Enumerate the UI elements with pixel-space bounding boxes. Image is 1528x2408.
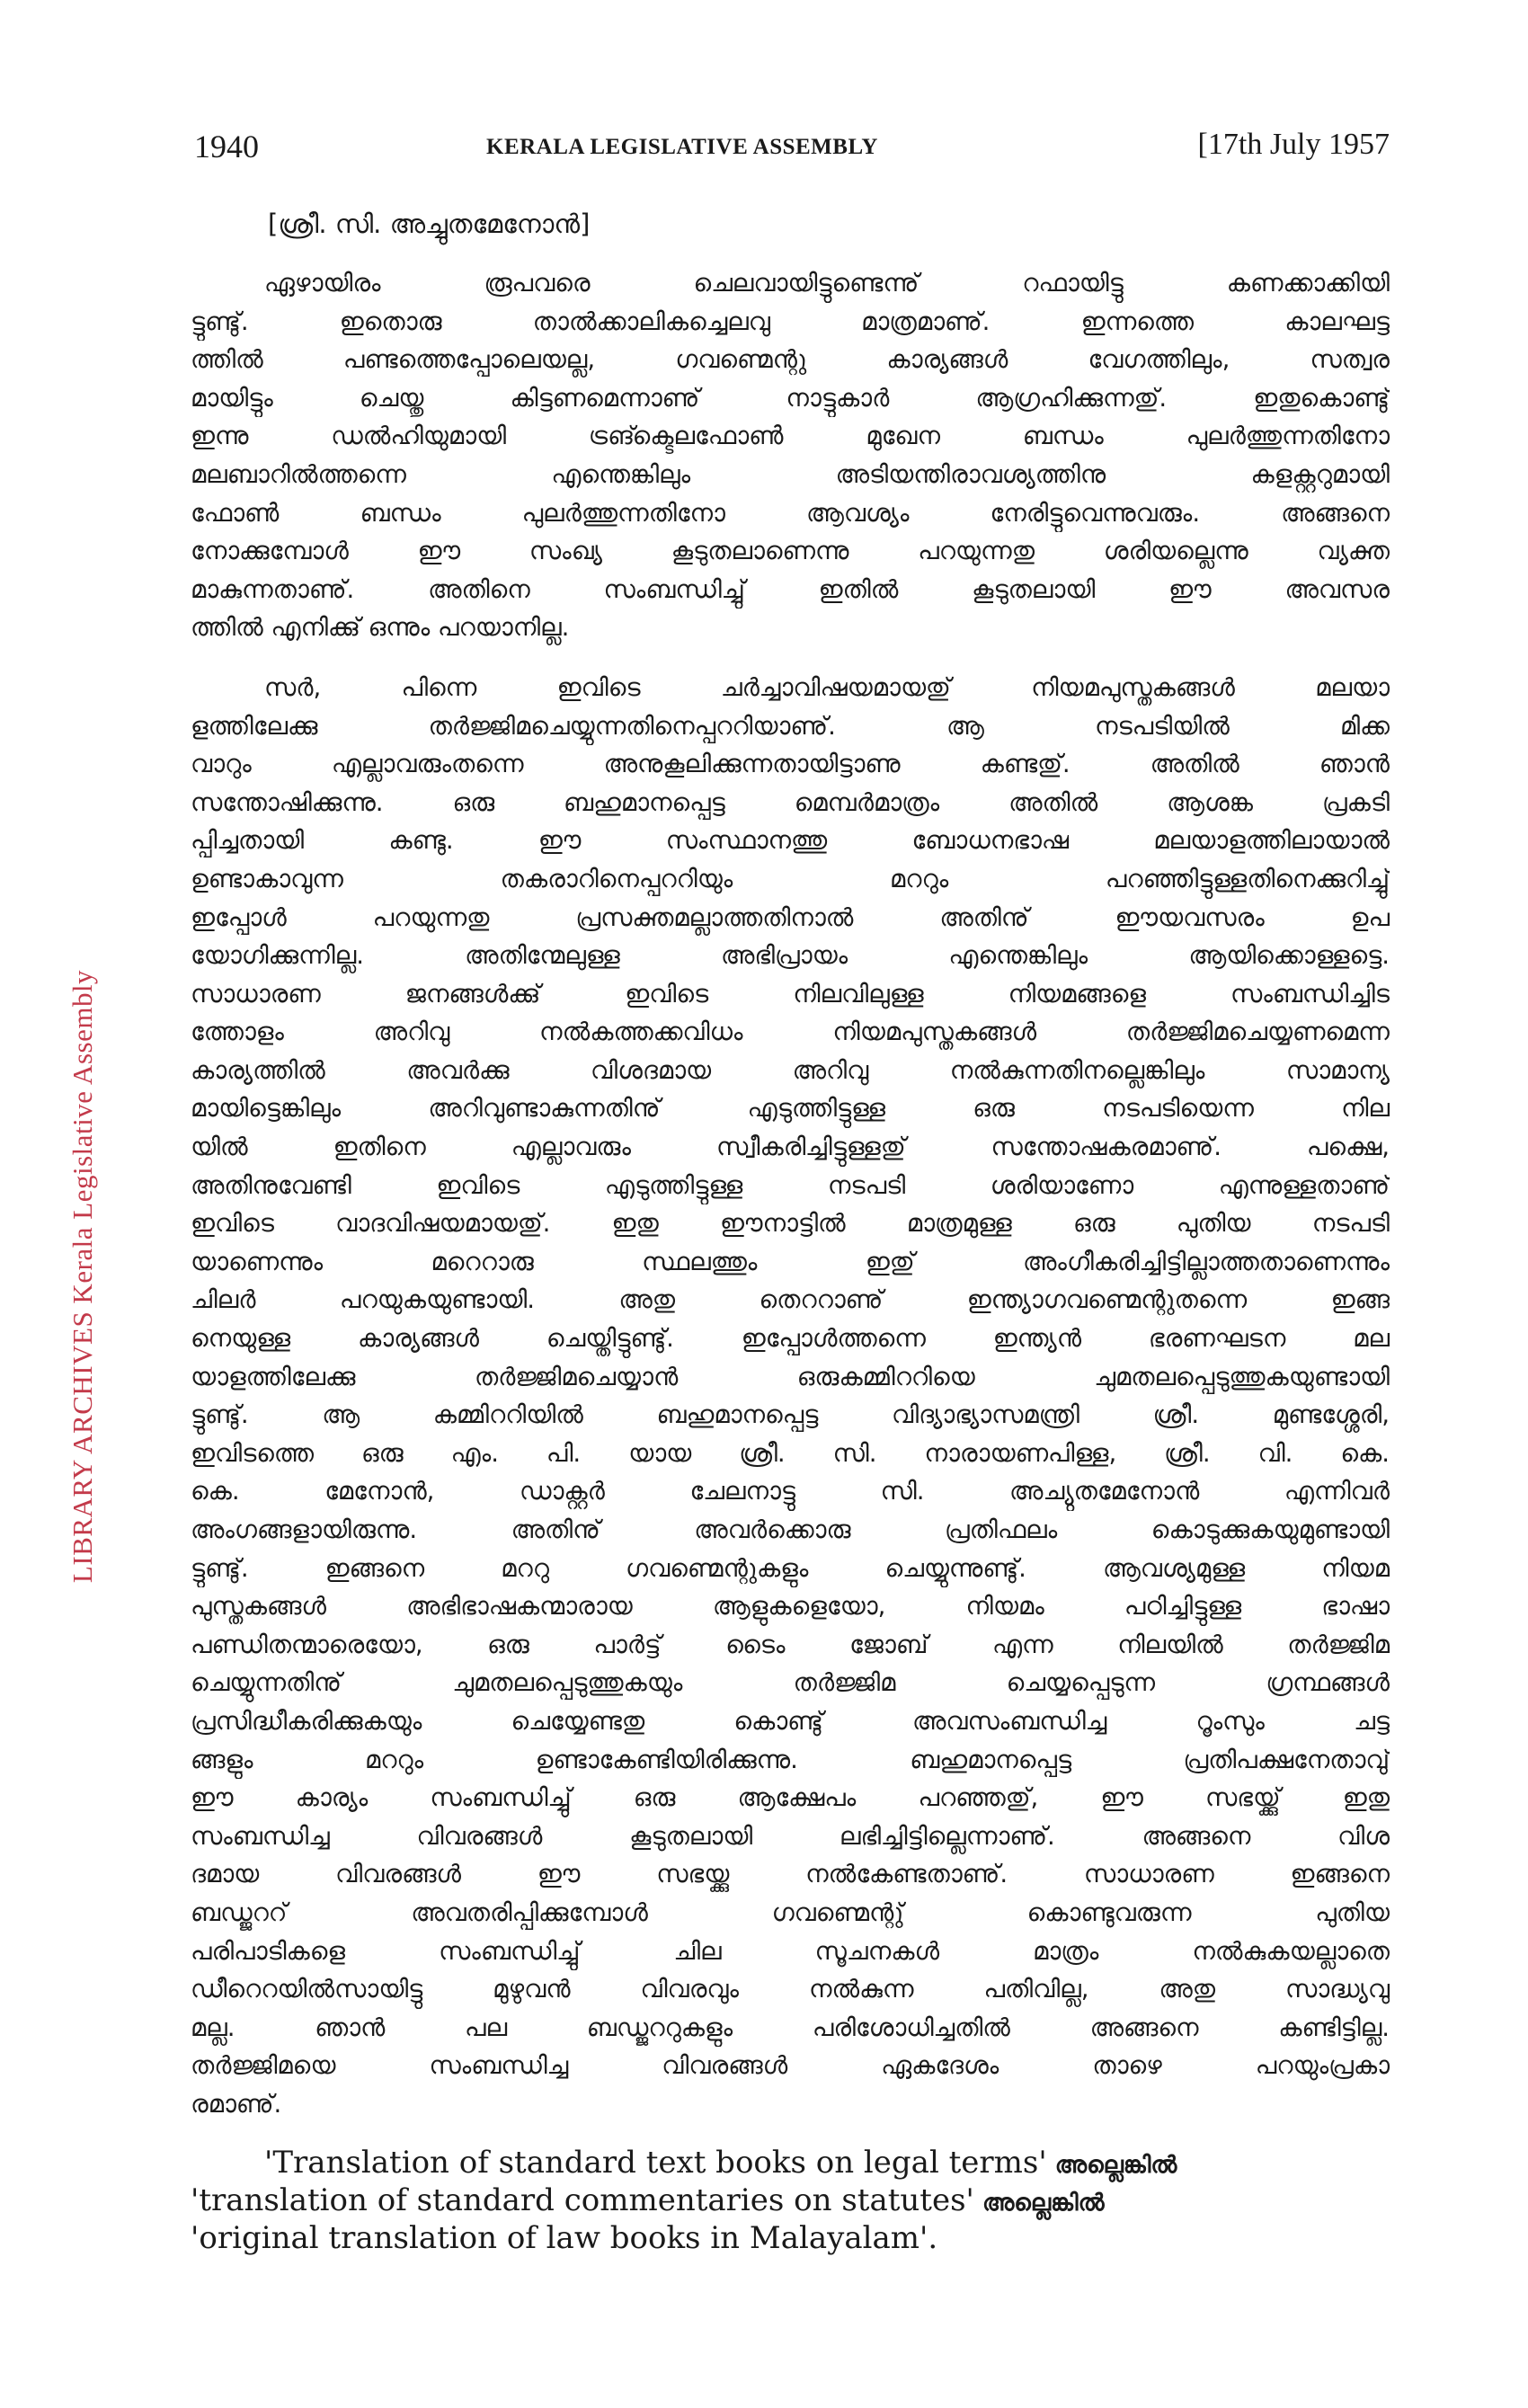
paragraph-2 bbox=[191, 669, 1390, 2124]
text-line: ഏഴായിരം രൂപവരെ ചെലവായിട്ടുണ്ടെന്നു് റഫായിട്ടു കണക്കാക്കിയി bbox=[264, 269, 1390, 298]
text-line: തർജ്ജിമയെ സംബന്ധിച്ച വിവരങ്ങൾ ഏകദേശം താഴെ പറയുംപ്രകാ bbox=[191, 2051, 1390, 2081]
text-line: ട്ടുണ്ടു്. ആ കമ്മിററിയിൽ ബഹുമാനപ്പെട്ട വിദ്യാഭ്യാസമന്ത്രി ശ്രീ. മുണ്ടശ്ശേരി, bbox=[191, 1400, 1390, 1430]
paragraph-gap bbox=[191, 647, 1390, 669]
text-line: സന്തോഷിക്കുന്നു. ഒരു ബഹുമാനപ്പെട്ട മെമ്പർമാത്രം അതിൽ ആശങ്ക പ്രകടി bbox=[191, 787, 1390, 817]
text-line: ഡീറെറയിൽസായിട്ടു മുഴുവൻ വിവരവും നൽകുന്ന പതിവില്ല, അതു സാദ്ധ്യവു bbox=[191, 1975, 1390, 2004]
text-line: സാധാരണ ജനങ്ങൾക്കു് ഇവിടെ നിലവിലുള്ള നിയമങ്ങളെ സംബന്ധിച്ചിട bbox=[191, 979, 1390, 1009]
text-line: യാളത്തിലേക്കു തർജ്ജിമചെയ്യാൻ ഒരുകമ്മിററിയെ ചുമതലപ്പെടുത്തുകയുണ്ടായി bbox=[191, 1362, 1390, 1391]
text-line: ഇവിടത്തെ ഒരു എം. പി. യായ ശ്രീ. സി. നാരായണപിള്ള, ശ്രീ. വി. കെ. bbox=[191, 1438, 1390, 1468]
text-line: ഫോൺ ബന്ധം പുലർത്തുന്നതിനോ ആവശ്യം നേരിട്ടുവെന്നുവരും. അങ്ങനെ bbox=[191, 498, 1390, 528]
text-line: യാണെന്നും മറെറാരു സ്ഥലത്തും ഇതു് അംഗീകരിച്ചിട്ടില്ലാത്തതാണെന്നും bbox=[191, 1247, 1390, 1276]
text-line: ത്തോളം അറിവു നൽകത്തക്കവിധം നിയമപുസ്തകങ്ങൾ തർജ്ജിമചെയ്യണമെന്ന bbox=[191, 1017, 1390, 1047]
speaker-name: [ശ്രീ. സി. അച്ചുതമേനോൻ] bbox=[268, 209, 591, 239]
text-line: ട്ടുണ്ടു്. ഇങ്ങനെ മററു ഗവണ്മെന്റുകളും ചെയ്യുന്നുണ്ടു്. ആവശ്യമുള്ള നിയമ bbox=[191, 1553, 1390, 1583]
text-line: സർ, പിന്നെ ഇവിടെ ചർച്ചാവിഷയമായതു് നിയമപുസ്തകങ്ങൾ മലയാ bbox=[264, 672, 1390, 702]
document-body bbox=[191, 264, 1390, 2124]
text-line: ചിലർ പറയുകയുണ്ടായി. അതു തെററാണു് ഇന്ത്യാഗവണ്മെന്റുതന്നെ ഇങ്ങ bbox=[191, 1285, 1390, 1315]
text-line: നെയുള്ള കാര്യങ്ങൾ ചെയ്തിട്ടുണ്ടു്. ഇപ്പോൾത്തന്നെ ഇന്ത്യൻ ഭരണഘടന മല bbox=[191, 1324, 1390, 1354]
text-line: പ്പിച്ചതായി കണ്ടു. ഈ സംസ്ഥാനത്തു ബോധനഭാഷ മലയാളത്തിലായാൽ bbox=[191, 826, 1390, 856]
english-quote-text: 'translation of standard commentaries on statutes' bbox=[191, 2182, 974, 2218]
text-line: ളത്തിലേക്കു തർജ്ജിമചെയ്യുന്നതിനെപ്പററിയാണു്. ആ നടപടിയിൽ മിക്ക bbox=[191, 711, 1390, 741]
english-quote-line bbox=[191, 2144, 1390, 2181]
header-date: [17th July 1957 bbox=[1197, 128, 1390, 161]
text-line: ങ്ങളും മററും ഉണ്ടാകേണ്ടിയിരിക്കുന്നു. ബഹുമാനപ്പെട്ട പ്രതിപക്ഷനേതാവു് bbox=[191, 1745, 1390, 1774]
text-line: യിൽ ഇതിനെ എല്ലാവരും സ്വീകരിച്ചിട്ടുള്ളതു് സന്തോഷകരമാണു്. പക്ഷെ, bbox=[191, 1133, 1390, 1162]
text-line: വാറും എല്ലാവരുംതന്നെ അനുകൂലിക്കുന്നതായിട്ടാണു കണ്ടതു്. അതിൽ ഞാൻ bbox=[191, 750, 1390, 779]
page-number: 1940 bbox=[194, 129, 259, 164]
english-quote-line bbox=[191, 2181, 1390, 2219]
text-line: ബഡ്ജററ് അവതരിപ്പിക്കുമ്പോൾ ഗവണ്മെന്റു് കൊണ്ടുവരുന്ന പുതിയ bbox=[191, 1897, 1390, 1927]
text-line: പണ്ഡിതന്മാരെയോ, ഒരു പാർട്ട് ടൈം ജോബ് എന്ന നിലയിൽ തർജ്ജിമ bbox=[191, 1630, 1390, 1659]
text-line: ഇവിടെ വാദവിഷയമായതു്. ഇതു ഈനാട്ടിൽ മാത്രമുള്ള ഒരു പുതിയ നടപടി bbox=[191, 1209, 1390, 1239]
text-line: യോഗിക്കുന്നില്ല. അതിന്മേലുള്ള അഭിപ്രായം എന്തെങ്കിലും ആയിക്കൊള്ളട്ടെ. bbox=[191, 941, 1390, 971]
text-line: ഈ കാര്യം സംബന്ധിച്ചു് ഒരു ആക്ഷേപം പറഞ്ഞതു്, ഈ സഭയ്ക്കു് ഇതു bbox=[191, 1783, 1390, 1813]
text-line: നോക്കുമ്പോൾ ഈ സംഖ്യ കൂടുതലാണെന്നു പറയുന്നതു ശരിയല്ലെന്നു വ്യക്ത bbox=[191, 537, 1390, 566]
text-line: മാകുന്നതാണു്. അതിനെ സംബന്ധിച്ചു് ഇതിൽ കൂടുതലായി ഈ അവസര bbox=[191, 574, 1390, 604]
text-line: ദമായ വിവരങ്ങൾ ഈ സഭയ്ക്കു നൽകേണ്ടതാണു്. സാധാരണ ഇങ്ങനെ bbox=[191, 1860, 1390, 1889]
english-quote-block bbox=[191, 2144, 1390, 2257]
english-quote-text: 'Translation of standard text books on legal terms' bbox=[264, 2145, 1047, 2181]
text-line: അതിനുവേണ്ടി ഇവിടെ എടുത്തിട്ടുള്ള നടപടി ശരിയാണോ എന്നുള്ളതാണു് bbox=[191, 1170, 1390, 1200]
text-line: മായിട്ടും ചെയ്തു കിട്ടണമെന്നാണു് നാട്ടുകാർ ആഗ്രഹിക്കുന്നതു്. ഇതുകൊണ്ടു് bbox=[191, 383, 1390, 413]
page-header bbox=[194, 128, 1390, 173]
english-quote-text: 'original translation of law books in Malayalam'. bbox=[191, 2220, 938, 2256]
text-line: ത്തിൽ എനിക്കു് ഒന്നും പറയാനില്ല. bbox=[191, 613, 570, 643]
text-line: ത്തിൽ പണ്ടത്തെപ്പോലെയല്ല, ഗവണ്മെന്റു കാര്യങ്ങൾ വേഗത്തിലും, സത്വര bbox=[191, 345, 1390, 375]
text-line: മല്ല. ഞാൻ പല ബഡ്ജററുകളും പരിശോധിച്ചതിൽ അങ്ങനെ കണ്ടിട്ടില്ല. bbox=[191, 2013, 1390, 2042]
paragraph-1 bbox=[191, 264, 1390, 647]
english-quote-suffix: അല്ലെങ്കിൽ bbox=[1046, 2152, 1177, 2179]
english-quote-suffix: അല്ലെങ്കിൽ bbox=[973, 2190, 1105, 2217]
text-line: രമാണു്. bbox=[191, 2089, 282, 2119]
text-line: ഉണ്ടാകാവുന്ന തകരാറിനെപ്പററിയും മററും പറഞ്ഞിട്ടുള്ളതിനെക്കുറിച്ചു് bbox=[191, 864, 1390, 893]
text-line: പ്രസിദ്ധീകരിക്കുകയും ചെയ്യേണ്ടതു കൊണ്ടു് അവസംബന്ധിച്ച റൂംസും ചട്ട bbox=[191, 1706, 1390, 1736]
text-line: കെ. മേനോൻ, ഡാക്റ്റർ ചേലനാട്ടു സി. അച്യുതമേനോൻ എന്നിവർ bbox=[191, 1477, 1390, 1506]
text-line: ചെയ്യുന്നതിനു് ചുമതലപ്പെടുത്തുകയും തർജ്ജിമ ചെയ്യപ്പെടുന്ന ഗ്രന്ഥങ്ങൾ bbox=[191, 1668, 1390, 1698]
text-line: ഇപ്പോൾ പറയുന്നതു പ്രസക്തമല്ലാത്തതിനാൽ അതിനു് ഈയവസരം ഉപ bbox=[191, 902, 1390, 932]
archive-watermark: LIBRARY ARCHIVES Kerala Legislative Assembly bbox=[67, 969, 98, 1584]
text-line: പുസ്തകങ്ങൾ അഭിഭാഷകന്മാരായ ആളുകളെയോ, നിയമം പഠിച്ചിട്ടുള്ള ഭാഷാ bbox=[191, 1592, 1390, 1622]
text-line: ട്ടുണ്ടു്. ഇതൊരു താൽക്കാലികച്ചെലവു മാത്രമാണു്. ഇന്നത്തെ കാലഘട്ട bbox=[191, 307, 1390, 336]
running-title: KERALA LEGISLATIVE ASSEMBLY bbox=[486, 135, 878, 159]
text-line: മലബാറിൽത്തന്നെ എന്തെങ്കിലും അടിയന്തിരാവശ്യത്തിനു കളക്റ്ററുമായി bbox=[191, 459, 1390, 489]
text-line: പരിപാടികളെ സംബന്ധിച്ചു് ചില സൂചനകൾ മാത്രം നൽകുകയല്ലാതെ bbox=[191, 1936, 1390, 1966]
text-line: ഇന്നു ഡൽഹിയുമായി ട്രങ്ക്ടെലഫോൺ മുഖേന ബന്ധം പുലർത്തുന്നതിനോ bbox=[191, 422, 1390, 451]
english-quote-line bbox=[191, 2219, 1390, 2257]
text-line: മായിട്ടെങ്കിലും അറിവുണ്ടാകുന്നതിനു് എടുത്തിട്ടുള്ള ഒരു നടപടിയെന്ന നില bbox=[191, 1094, 1390, 1124]
text-line: അംഗങ്ങളായിരുന്നു. അതിനു് അവർക്കൊരു പ്രതിഫലം കൊടുക്കുകയുമുണ്ടായി bbox=[191, 1515, 1390, 1544]
text-line: കാര്യത്തിൽ അവർക്കു വിശദമായ അറിവു നൽകുന്നതിനല്ലെങ്കിലും സാമാന്യ bbox=[191, 1055, 1390, 1085]
text-line: സംബന്ധിച്ച വിവരങ്ങൾ കൂടുതലായി ലഭിച്ചിട്ടില്ലെന്നാണു്. അങ്ങനെ വിശ bbox=[191, 1821, 1390, 1851]
